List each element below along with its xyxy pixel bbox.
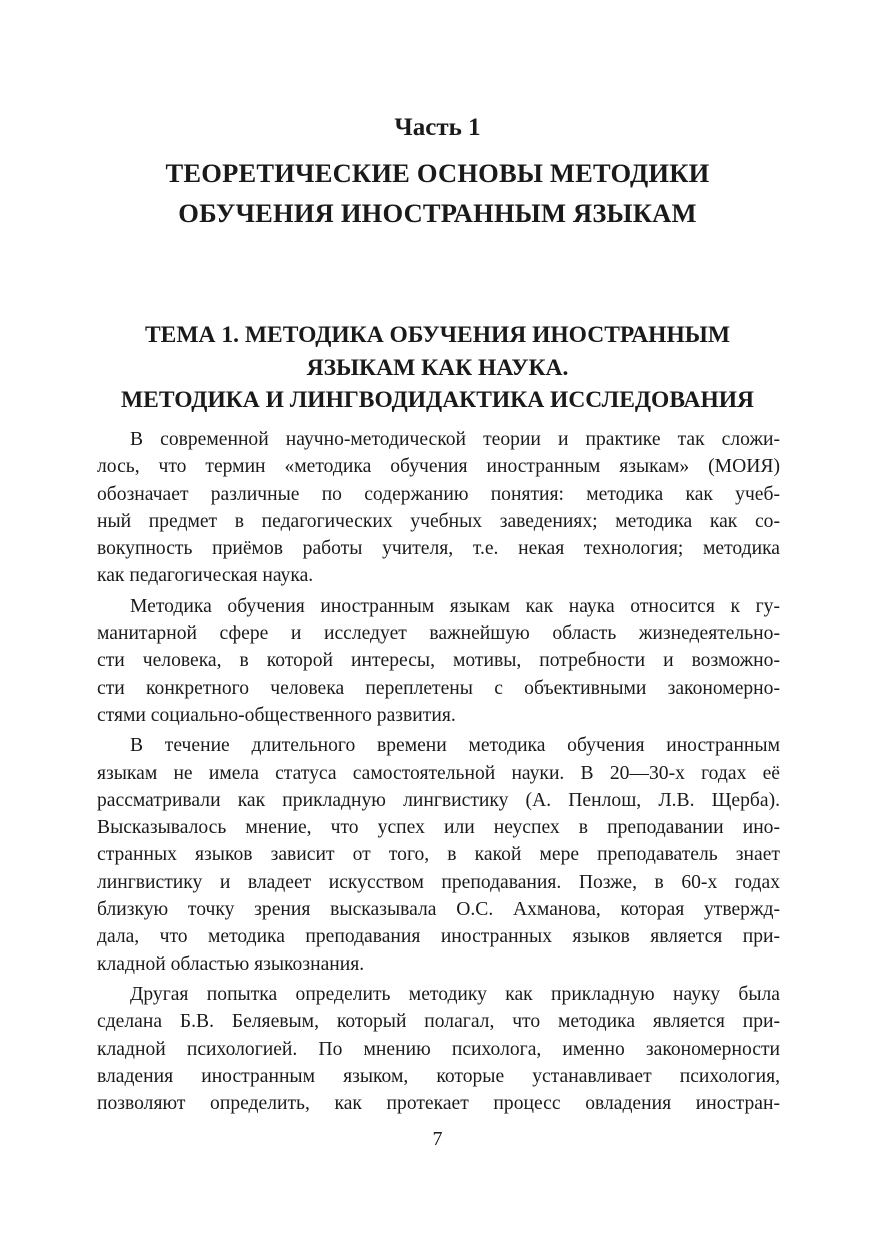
text-line: дала, что методика преподавания иностранных языков является при- bbox=[97, 926, 780, 948]
text-line: сти конкретного человека переплетены с объективными закономерно- bbox=[97, 677, 780, 699]
text-line: сделана Б.В. Беляевым, который полагал, что методика является при- bbox=[97, 1011, 780, 1033]
part-title bbox=[60, 153, 815, 233]
part-label: Часть 1 bbox=[394, 114, 481, 141]
page-number: 7 bbox=[432, 1128, 443, 1150]
text-line: лось, что термин «методика обучения иностранным языкам» (МОИЯ) bbox=[97, 456, 780, 478]
text-line: Методика обучения иностранным языкам как наука относится к гу- bbox=[130, 595, 780, 617]
paragraph bbox=[97, 426, 780, 590]
text-line: владения иностранным языком, которые устанавливает психология, bbox=[97, 1065, 780, 1087]
paragraph bbox=[97, 981, 780, 1117]
text-line: кладной областью языкознания. bbox=[97, 953, 365, 975]
topic-title bbox=[60, 319, 815, 417]
text-line: Другая попытка определить методику как прикладную науку была bbox=[130, 983, 780, 1005]
text-line: рассматривали как прикладную лингвистику (А. Пенлош, Л.В. Щерба). bbox=[97, 789, 780, 811]
text-line: ный предмет в педагогических учебных заведениях; методика как со- bbox=[97, 510, 780, 532]
paragraph bbox=[97, 732, 780, 978]
text-line: обозначает различные по содержанию понятия: методика как учеб- bbox=[97, 483, 780, 505]
part-title-line: ОБУЧЕНИЯ ИНОСТРАННЫМ ЯЗЫКАМ bbox=[178, 198, 697, 228]
topic-title-line: ТЕМА 1. МЕТОДИКА ОБУЧЕНИЯ ИНОСТРАННЫМ bbox=[145, 322, 730, 348]
topic-title-line: МЕТОДИКА И ЛИНГВОДИДАКТИКА ИССЛЕДОВАНИЯ bbox=[120, 387, 755, 413]
text-line: вокупность приёмов работы учителя, т.е. некая технология; методика bbox=[97, 538, 780, 560]
text-line: стями социально-общественного развития. bbox=[97, 704, 456, 726]
topic-title-line: ЯЗЫКАМ КАК НАУКА. bbox=[306, 354, 569, 381]
text-line: кладной психологией. По мнению психолога, именно закономерности bbox=[97, 1038, 780, 1060]
body-text bbox=[97, 426, 780, 1117]
text-line: странных языков зависит от того, в какой мере преподаватель знает bbox=[97, 844, 780, 866]
text-line: В течение длительного времени методика обучения иностранным bbox=[130, 735, 780, 757]
text-line: языкам не имела статуса самостоятельной науки. В 20—30-х годах её bbox=[97, 762, 780, 784]
text-line: манитарной сфере и исследует важнейшую область жизнедеятельно- bbox=[97, 623, 780, 645]
text-line: близкую точку зрения высказывала О.С. Ахманова, которая утвержд- bbox=[97, 899, 780, 921]
text-line: как педагогическая наука. bbox=[97, 565, 314, 587]
text-line: лингвистику и владеет искусством преподавания. Позже, в 60-х годах bbox=[97, 871, 780, 893]
part-title-line: ТЕОРЕТИЧЕСКИЕ ОСНОВЫ МЕТОДИКИ bbox=[165, 158, 710, 188]
text-line: позволяют определить, как протекает процесс овладения иностран- bbox=[97, 1093, 780, 1115]
paragraph bbox=[97, 593, 780, 729]
text-line: Высказывалось мнение, что успех или неуспех в преподавании ино- bbox=[97, 817, 780, 839]
text-line: сти человека, в которой интересы, мотивы, потребности и возможно- bbox=[97, 650, 780, 672]
text-line: В современной научно-методической теории и практике так сложи- bbox=[130, 429, 780, 450]
